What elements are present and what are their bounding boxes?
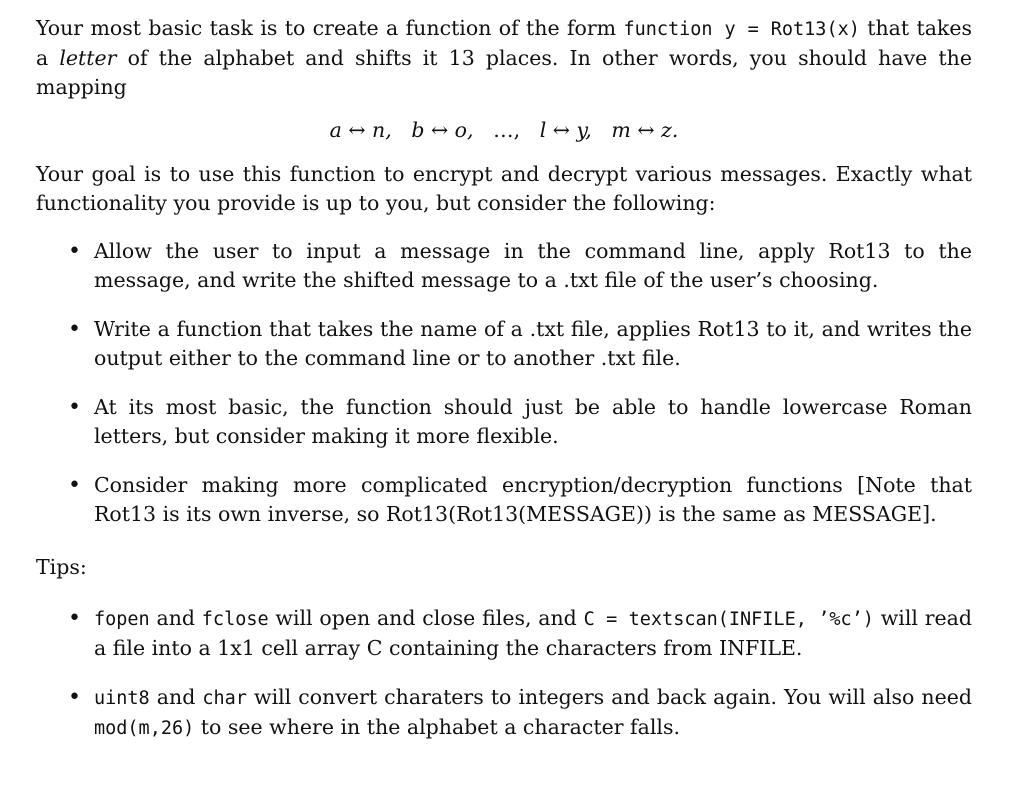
function-signature-code: function y = Rot13(x) <box>623 19 860 40</box>
mapping-a-n: a ↔ n, <box>329 118 392 142</box>
document-page <box>36 14 972 743</box>
code-char: char <box>202 688 247 709</box>
functionality-list <box>36 237 972 529</box>
code-fopen: fopen <box>94 609 150 630</box>
intro-emphasis-letter: letter <box>59 46 117 70</box>
tips-list <box>36 604 972 743</box>
list-item: • Consider making more complicated encryption/decryption functions [Note that Rot13 is its own inverse, so Rot13(Rot13(MESSAGE)) is the same as MESSAGE]. <box>36 471 972 529</box>
list-item: • Write a function that takes the name of a .txt file, applies Rot13 to it, and writes the output either to the command line or to another .txt file. <box>36 315 972 373</box>
mapping-b-o: b ↔ o, <box>411 118 474 142</box>
tip-text: and <box>149 606 202 630</box>
tip-item-conversion <box>36 683 972 743</box>
code-textscan: C = textscan(INFILE, ’%c’) <box>583 609 874 630</box>
tip-text: will open and close files, and <box>268 606 584 630</box>
intro-paragraph <box>36 14 972 102</box>
intro-text-1: Your most basic task is to create a function of the form <box>36 16 624 40</box>
tips-heading: Tips: <box>36 555 87 579</box>
mapping-ellipsis: …, <box>493 118 521 142</box>
tip-text: to see where in the alphabet a character falls. <box>194 715 680 739</box>
tip-text: and <box>149 685 203 709</box>
mapping-m-z: m ↔ z. <box>611 118 679 142</box>
tip-text: will convert charaters to integers and back again. You will also need <box>246 685 972 709</box>
intro-text-3: of the alphabet and shifts it 13 places. In other words, you should have the mapping <box>36 46 972 99</box>
code-mod: mod(m,26) <box>94 718 195 739</box>
mapping-equation <box>36 115 972 145</box>
tip-item-files <box>36 604 972 663</box>
mapping-l-y: l ↔ y, <box>539 118 592 142</box>
list-item: • At its most basic, the function should just be able to handle lowercase Roman letters, but consider making it more flexible. <box>36 393 972 451</box>
intro-text-2: that takes a <box>36 16 972 70</box>
code-uint8: uint8 <box>94 688 150 709</box>
list-item: • Allow the user to input a message in the command line, apply Rot13 to the message, and write the shifted message to a .txt file of the user’s choosing. <box>36 237 972 295</box>
tip-text: will read a file into a 1x1 cell array C containing the characters from INFILE. <box>94 606 972 660</box>
goal-paragraph: Your goal is to use this function to encrypt and decrypt various messages. Exactly what functionality you provide is up to you, but consider the following: <box>36 162 972 215</box>
code-fclose: fclose <box>201 609 269 630</box>
